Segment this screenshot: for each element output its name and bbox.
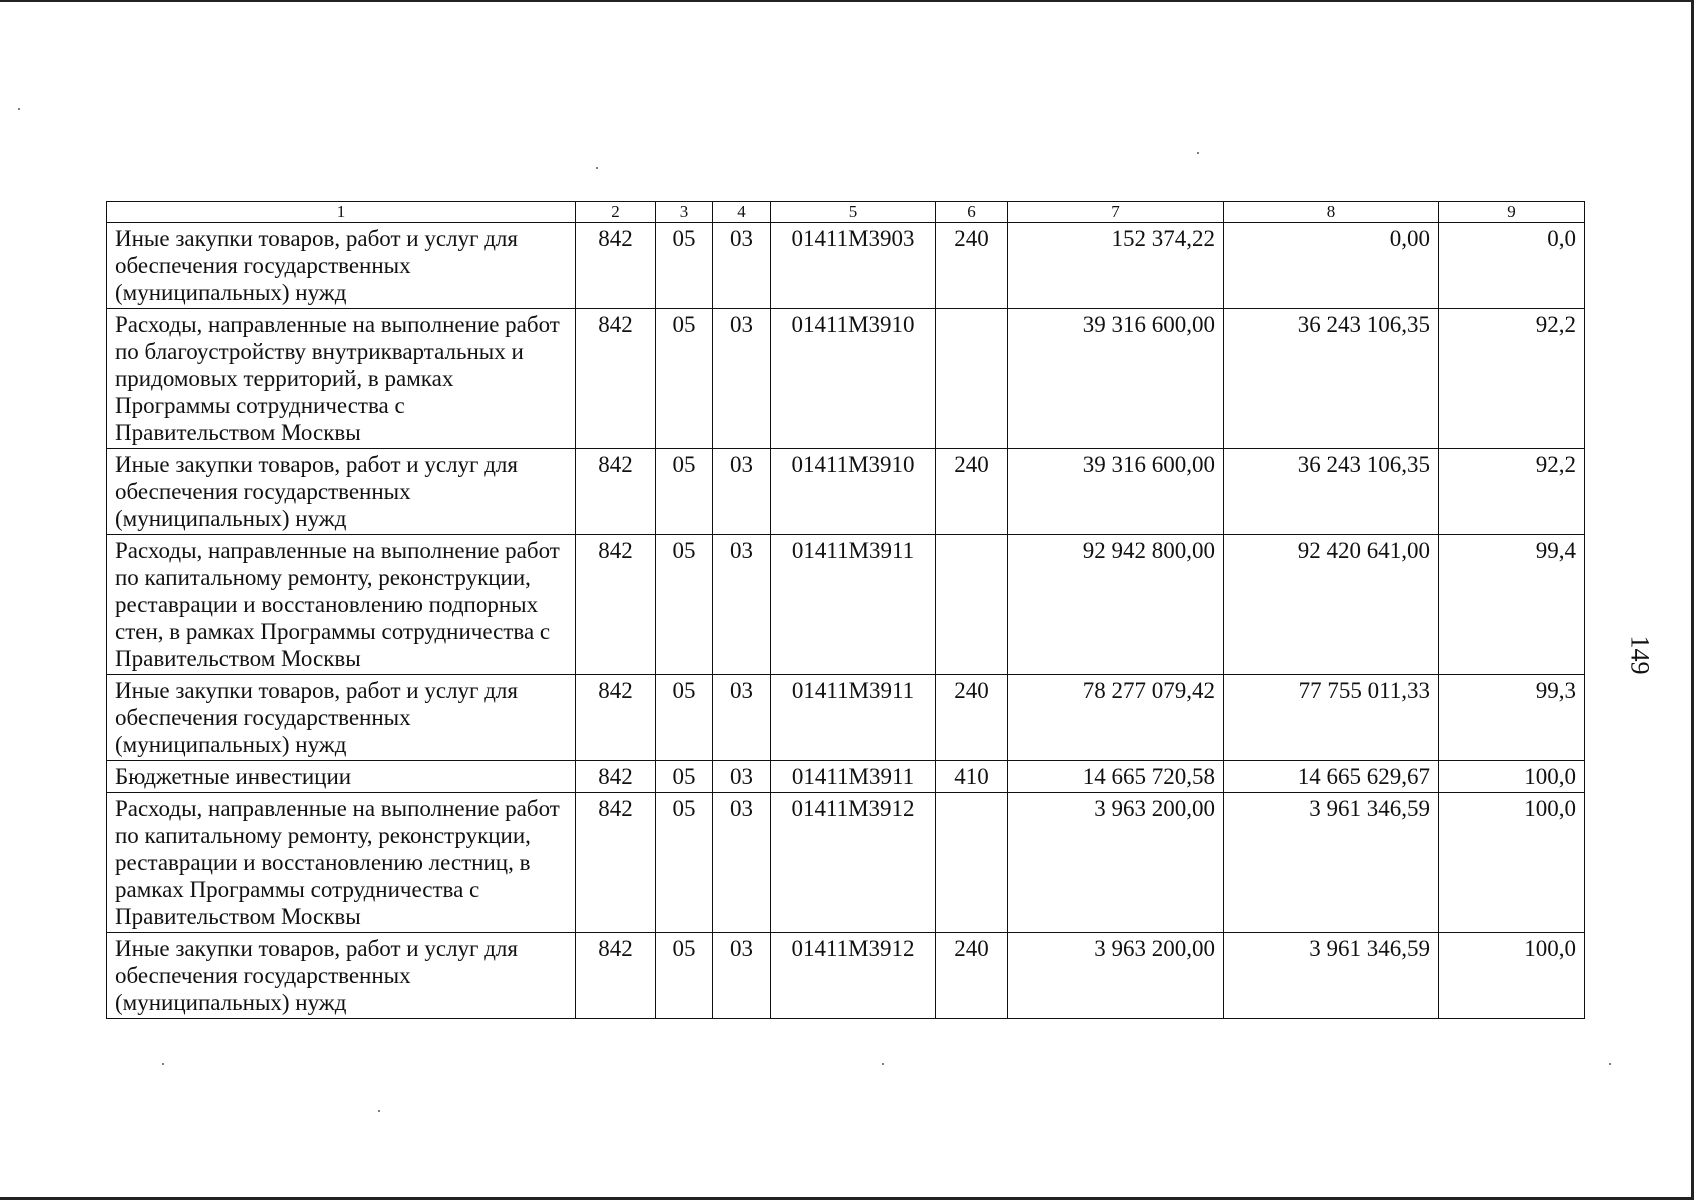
cell-ministry-code: 842 bbox=[576, 449, 656, 535]
header-col-5: 5 bbox=[771, 202, 936, 223]
table-body bbox=[107, 223, 1585, 1019]
cell-subsection: 03 bbox=[713, 309, 771, 449]
cell-subsection: 03 bbox=[713, 675, 771, 761]
cell-ministry-code: 842 bbox=[576, 535, 656, 675]
cell-percent: 100,0 bbox=[1439, 793, 1585, 933]
scan-speck bbox=[1197, 152, 1199, 154]
cell-percent: 92,2 bbox=[1439, 449, 1585, 535]
cell-percent: 0,0 bbox=[1439, 223, 1585, 309]
cell-executed: 14 665 629,67 bbox=[1224, 761, 1439, 793]
cell-planned: 39 316 600,00 bbox=[1008, 309, 1224, 449]
cell-target-article: 01411М3903 bbox=[771, 223, 936, 309]
cell-percent: 100,0 bbox=[1439, 933, 1585, 1019]
table-row bbox=[107, 793, 1585, 933]
scan-speck bbox=[882, 1063, 884, 1065]
cell-executed: 92 420 641,00 bbox=[1224, 535, 1439, 675]
table-header bbox=[107, 202, 1585, 223]
cell-ministry-code: 842 bbox=[576, 223, 656, 309]
cell-section: 05 bbox=[656, 933, 713, 1019]
cell-section: 05 bbox=[656, 761, 713, 793]
cell-description: Расходы, направленные на выполнение работ по капитальному ремонту, реконструкции, реставрации и восстановлению подпорных стен, в рамках Программы сотрудничества с Правительством Москвы bbox=[107, 535, 576, 675]
header-row bbox=[107, 202, 1585, 223]
cell-subsection: 03 bbox=[713, 535, 771, 675]
cell-target-article: 01411М3911 bbox=[771, 761, 936, 793]
header-col-4: 4 bbox=[713, 202, 771, 223]
cell-description: Расходы, направленные на выполнение работ по благоустройству внутриквартальных и придомовых территорий, в рамках Программы сотрудничества с Правительством Москвы bbox=[107, 309, 576, 449]
cell-section: 05 bbox=[656, 793, 713, 933]
cell-target-article: 01411М3910 bbox=[771, 449, 936, 535]
cell-executed: 0,00 bbox=[1224, 223, 1439, 309]
cell-expense-type: 240 bbox=[936, 675, 1008, 761]
cell-planned: 3 963 200,00 bbox=[1008, 933, 1224, 1019]
cell-subsection: 03 bbox=[713, 223, 771, 309]
cell-expense-type: 410 bbox=[936, 761, 1008, 793]
cell-percent: 100,0 bbox=[1439, 761, 1585, 793]
table-row bbox=[107, 933, 1585, 1019]
cell-planned: 3 963 200,00 bbox=[1008, 793, 1224, 933]
cell-expense-type bbox=[936, 535, 1008, 675]
cell-executed: 3 961 346,59 bbox=[1224, 933, 1439, 1019]
cell-expense-type bbox=[936, 793, 1008, 933]
cell-planned: 39 316 600,00 bbox=[1008, 449, 1224, 535]
header-col-9: 9 bbox=[1439, 202, 1585, 223]
scan-speck bbox=[1609, 1063, 1611, 1065]
header-col-8: 8 bbox=[1224, 202, 1439, 223]
table-row bbox=[107, 761, 1585, 793]
cell-section: 05 bbox=[656, 675, 713, 761]
cell-section: 05 bbox=[656, 535, 713, 675]
cell-ministry-code: 842 bbox=[576, 309, 656, 449]
cell-executed: 77 755 011,33 bbox=[1224, 675, 1439, 761]
cell-target-article: 01411М3912 bbox=[771, 933, 936, 1019]
cell-ministry-code: 842 bbox=[576, 933, 656, 1019]
cell-percent: 99,4 bbox=[1439, 535, 1585, 675]
cell-subsection: 03 bbox=[713, 761, 771, 793]
scan-speck bbox=[162, 1063, 164, 1065]
budget-table bbox=[106, 201, 1585, 1019]
cell-ministry-code: 842 bbox=[576, 761, 656, 793]
cell-expense-type: 240 bbox=[936, 449, 1008, 535]
table-row bbox=[107, 675, 1585, 761]
cell-description: Иные закупки товаров, работ и услуг для обеспечения государственных (муниципальных) нужд bbox=[107, 933, 576, 1019]
cell-ministry-code: 842 bbox=[576, 793, 656, 933]
table-row bbox=[107, 223, 1585, 309]
cell-description: Иные закупки товаров, работ и услуг для обеспечения государственных (муниципальных) нужд bbox=[107, 675, 576, 761]
cell-percent: 99,3 bbox=[1439, 675, 1585, 761]
page-number: 149 bbox=[1625, 635, 1655, 675]
header-col-2: 2 bbox=[576, 202, 656, 223]
cell-description: Иные закупки товаров, работ и услуг для обеспечения государственных (муниципальных) нужд bbox=[107, 449, 576, 535]
table-row bbox=[107, 449, 1585, 535]
header-col-7: 7 bbox=[1008, 202, 1224, 223]
cell-ministry-code: 842 bbox=[576, 675, 656, 761]
scan-speck bbox=[596, 167, 598, 169]
cell-target-article: 01411М3911 bbox=[771, 675, 936, 761]
cell-target-article: 01411М3912 bbox=[771, 793, 936, 933]
cell-target-article: 01411М3910 bbox=[771, 309, 936, 449]
cell-section: 05 bbox=[656, 223, 713, 309]
cell-target-article: 01411М3911 bbox=[771, 535, 936, 675]
header-col-6: 6 bbox=[936, 202, 1008, 223]
cell-expense-type bbox=[936, 309, 1008, 449]
scan-speck bbox=[18, 108, 20, 110]
cell-subsection: 03 bbox=[713, 793, 771, 933]
cell-description: Иные закупки товаров, работ и услуг для обеспечения государственных (муниципальных) нужд bbox=[107, 223, 576, 309]
cell-section: 05 bbox=[656, 449, 713, 535]
header-col-1: 1 bbox=[107, 202, 576, 223]
cell-expense-type: 240 bbox=[936, 223, 1008, 309]
scan-speck bbox=[378, 1110, 380, 1112]
cell-planned: 92 942 800,00 bbox=[1008, 535, 1224, 675]
cell-description: Расходы, направленные на выполнение работ по капитальному ремонту, реконструкции, реставрации и восстановлению лестниц, в рамках Программы сотрудничества с Правительством Москвы bbox=[107, 793, 576, 933]
header-col-3: 3 bbox=[656, 202, 713, 223]
cell-description: Бюджетные инвестиции bbox=[107, 761, 576, 793]
table-row bbox=[107, 309, 1585, 449]
cell-section: 05 bbox=[656, 309, 713, 449]
cell-percent: 92,2 bbox=[1439, 309, 1585, 449]
table-row bbox=[107, 535, 1585, 675]
cell-executed: 36 243 106,35 bbox=[1224, 309, 1439, 449]
cell-planned: 152 374,22 bbox=[1008, 223, 1224, 309]
cell-subsection: 03 bbox=[713, 449, 771, 535]
cell-planned: 14 665 720,58 bbox=[1008, 761, 1224, 793]
cell-executed: 36 243 106,35 bbox=[1224, 449, 1439, 535]
cell-expense-type: 240 bbox=[936, 933, 1008, 1019]
cell-subsection: 03 bbox=[713, 933, 771, 1019]
cell-planned: 78 277 079,42 bbox=[1008, 675, 1224, 761]
cell-executed: 3 961 346,59 bbox=[1224, 793, 1439, 933]
